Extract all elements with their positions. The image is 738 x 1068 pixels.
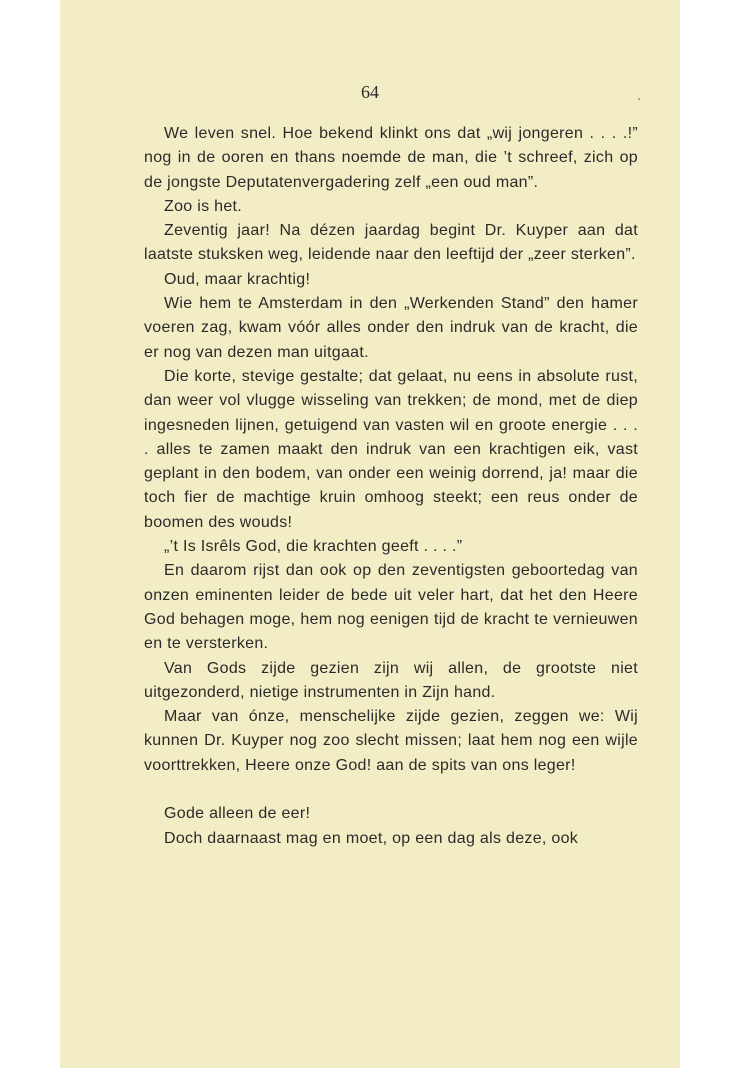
- book-page: [60, 0, 680, 1068]
- paragraph: Gode alleen de eer!: [164, 805, 311, 823]
- page-number: 64: [361, 82, 379, 102]
- paragraph: Zoo is het.: [164, 197, 243, 215]
- paragraph: We leven snel. Hoe bekend klinkt ons dat „wij jongeren . . . .!” nog in de ooren en thans noemde de man, die ’t schreef, zich op de jongste Deputatenvergadering zelf „een oud man”.: [144, 125, 638, 191]
- paragraph: Oud, maar krachtig!: [164, 270, 311, 288]
- paragraph: En daarom rijst dan ook op den zeventigsten geboortedag van onzen eminenten leider de bede uit veler hart, dat het den Heere God behagen moge, hem nog eenigen tijd de kracht te vernieuwen en te versterken.: [144, 562, 638, 653]
- paragraph: Van Gods zijde gezien zijn wij allen, de grootste niet uitgezonderd, nietige instrumenten in Zijn hand.: [144, 659, 638, 701]
- paragraph: Wie hem te Amsterdam in den „Werkenden Stand” den hamer voeren zag, kwam vóór alles onder den indruk van de kracht, die er nog van dezen man uitgaat.: [144, 295, 638, 361]
- paragraph: „’t Is Isrêls God, die krachten geeft . . . .”: [164, 538, 463, 556]
- body-text: [144, 122, 638, 851]
- paragraph: Die korte, stevige gestalte; dat gelaat, nu eens in absolute rust, dan weer vol vlugge wisseling van trekken; de mond, met de diep ingesneden lijnen, getuigend van vasten wil en groote energie . . . . alles te zamen maakt den indruk van een krachtigen eik, vast geplant in den bodem, van onder een weinig dorrend, ja! maar die toch fier de machtige kruin omhoog steekt; een reus onder de boomen des wouds!: [144, 367, 638, 531]
- paragraph: Maar van ónze, menschelijke zijde gezien, zeggen we: Wij kunnen Dr. Kuyper nog zoo slecht missen; laat hem nog een wijle voorttrekken, Heere onze God! aan de spits van ons leger!: [144, 708, 638, 774]
- paragraph: Doch daarnaast mag en moet, op een dag als deze, ook: [164, 829, 579, 847]
- paragraph: Zeventig jaar! Na dézen jaardag begint Dr. Kuyper aan dat laatste stuksken weg, leidende naar den leeftijd der „zeer sterken”.: [144, 222, 638, 264]
